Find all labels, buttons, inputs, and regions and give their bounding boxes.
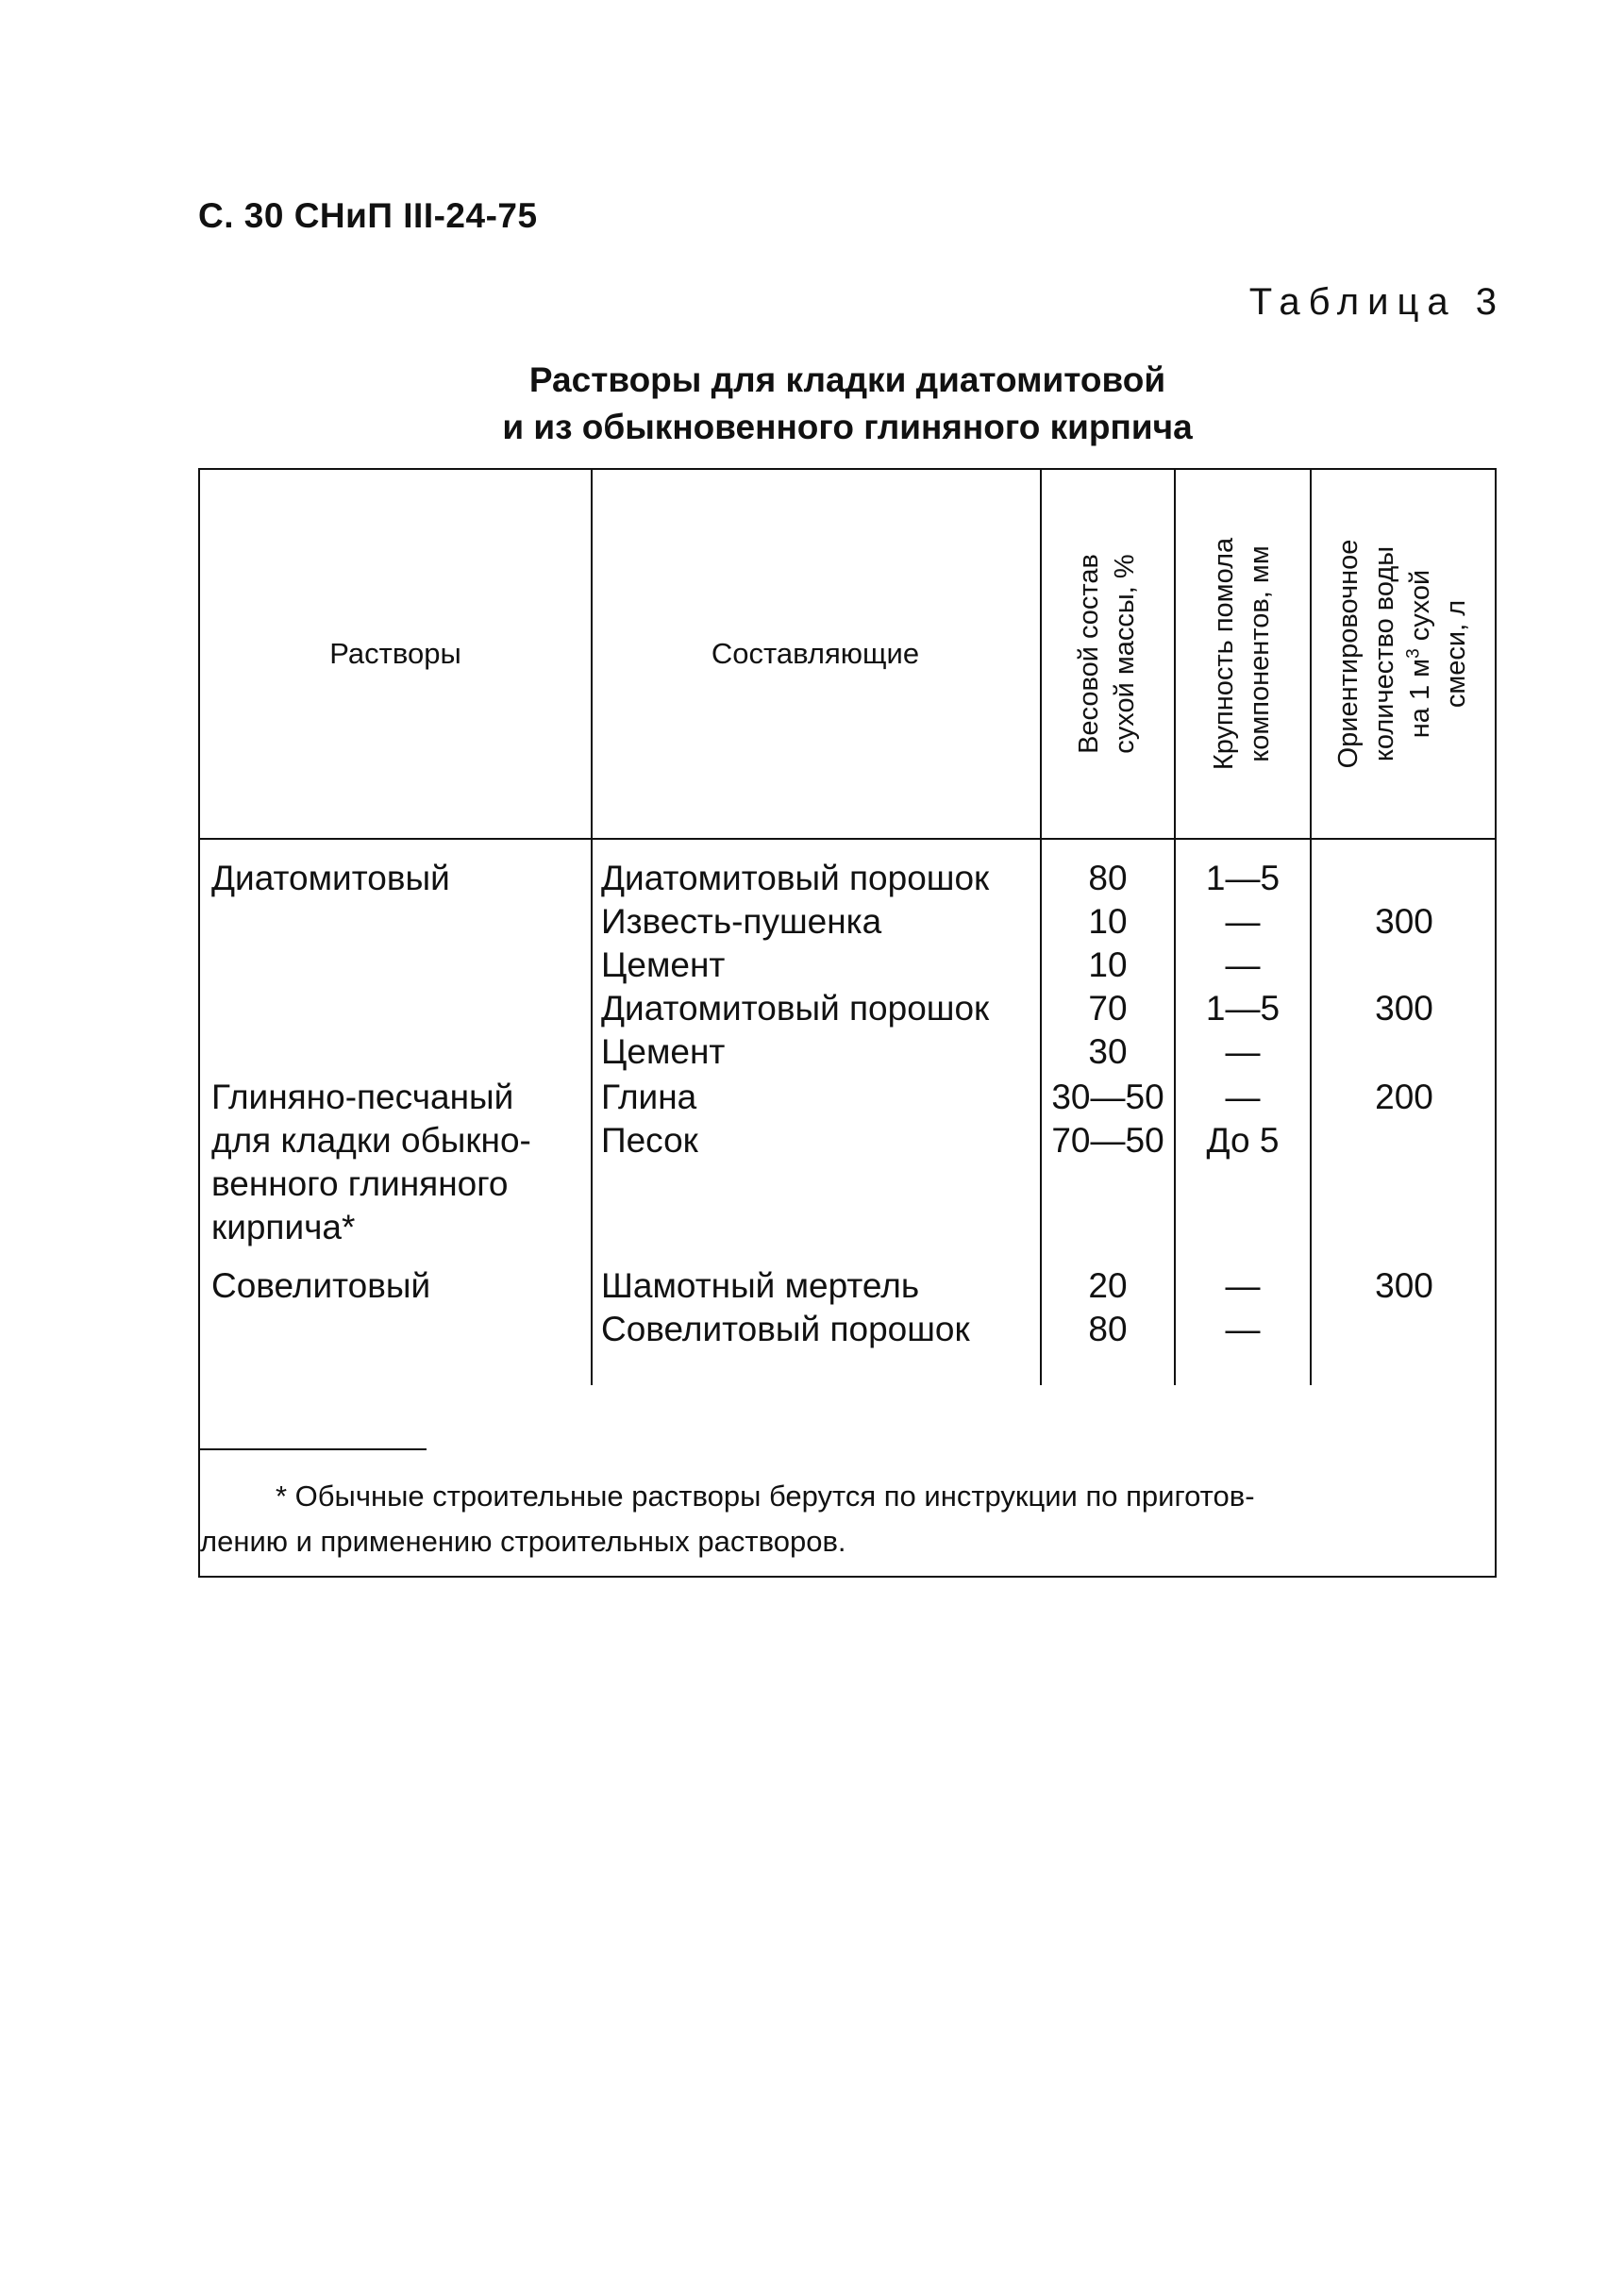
header-components [591, 470, 1040, 838]
weight-cell: 80 [1088, 859, 1128, 897]
weight-cell: 20 [1088, 1266, 1128, 1305]
weight-cell: 30—50 [1051, 1078, 1164, 1116]
water-cell: 300 [1375, 902, 1433, 941]
weight-cell: 10 [1088, 945, 1128, 984]
grind-cell: 1—5 [1205, 859, 1281, 897]
header-water-line-1: Ориентировочное [1333, 539, 1364, 769]
solution-name: кирпича* [211, 1208, 356, 1246]
component-cell: Диатомитовый порошок [601, 859, 990, 897]
header-water-line-2: количество воды [1369, 545, 1399, 762]
component-cell: Диатомитовый порошок [601, 989, 990, 1028]
grind-cell: До 5 [1206, 1121, 1280, 1160]
component-cell: Песок [601, 1121, 698, 1160]
grind-cell: — [1225, 945, 1261, 984]
solution-name: венного глиняного [211, 1164, 509, 1203]
component-cell: Совелитовый порошок [601, 1310, 970, 1348]
grind-cell: — [1225, 1266, 1261, 1305]
water-cell: 200 [1375, 1078, 1433, 1116]
weight-cell: 10 [1088, 902, 1128, 941]
header-water-line-3: на 1 $м^3$ сухой [1403, 569, 1435, 739]
solution-name: для кладки обыкно- [211, 1121, 531, 1160]
weight-cell: 70—50 [1051, 1121, 1164, 1160]
header-weight [1040, 470, 1174, 838]
header-grind-line-2: компонентов, мм [1245, 545, 1275, 762]
grind-cell: 1—5 [1205, 989, 1281, 1028]
footnote [200, 1474, 1493, 1564]
solution-name: Глиняно-песчаный [211, 1078, 514, 1116]
grind-cell: — [1225, 1310, 1261, 1348]
header-divider [200, 838, 1495, 840]
header-solutions-label: Растворы [329, 637, 461, 670]
header-water-line-4: смеси, л [1441, 599, 1471, 709]
table-title-line-1: Растворы для кладки диатомитовой [528, 360, 1166, 399]
weight-cell: 80 [1088, 1310, 1128, 1348]
header-weight-line-2: сухой массы, % [1110, 554, 1140, 754]
footnote-line-2: лению и применению строительных растворов. [200, 1525, 846, 1558]
water-cell: 300 [1375, 1266, 1433, 1305]
component-cell: Цемент [601, 945, 726, 984]
header-weight-line-1: Весовой состав [1074, 554, 1104, 754]
grind-cell: — [1225, 1032, 1261, 1071]
header-solutions [200, 470, 591, 838]
header-water [1310, 470, 1495, 838]
component-cell: Известь-пушенка [601, 902, 882, 941]
water-cell: 300 [1375, 989, 1433, 1028]
solution-name: Совелитовый [211, 1266, 431, 1305]
footnote-line-1: * Обычные строительные растворы берутся по инструкции по приготов- [276, 1480, 1255, 1513]
solution-name: Диатомитовый [211, 859, 450, 897]
weight-cell: 70 [1088, 989, 1128, 1028]
component-cell: Цемент [601, 1032, 726, 1071]
footnote-rule [200, 1448, 427, 1450]
table-title-line-2: и из обыкновенного глиняного кирпича [502, 408, 1193, 446]
table [198, 468, 1497, 1578]
header-grind [1174, 470, 1310, 838]
page-reference: С. 30 СНиП III-24-75 [198, 196, 538, 235]
component-cell: Шамотный мертель [601, 1266, 920, 1305]
table-number: Таблица 3 [1248, 281, 1505, 323]
grind-cell: — [1225, 1078, 1261, 1116]
header-components-label: Составляющие [711, 637, 920, 670]
header-grind-line-1: Крупность помола [1209, 537, 1239, 771]
weight-cell: 30 [1088, 1032, 1128, 1071]
table-title [198, 357, 1497, 451]
grind-cell: — [1225, 902, 1261, 941]
component-cell: Глина [601, 1078, 697, 1116]
